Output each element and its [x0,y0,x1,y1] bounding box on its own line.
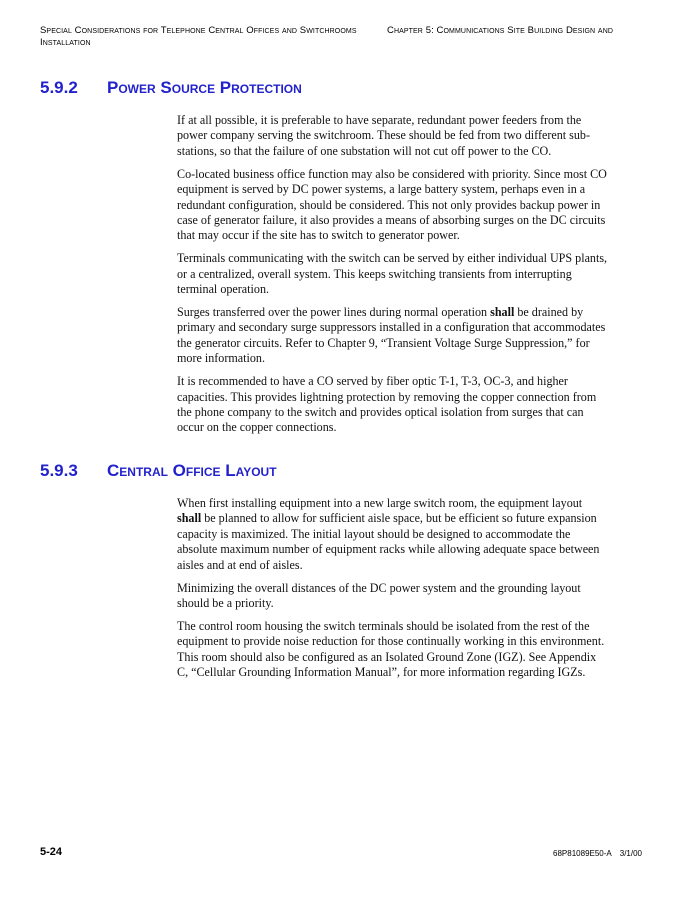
section-number: 5.9.2 [40,78,78,97]
document-date: 3/1/00 [619,849,642,858]
paragraph: Surges transferred over the power lines during normal operation shall be drained by primary and secondary surge suppressors installed in a configuration that accommodates the generator circuits. Refer to Chapter 9, “Transient Voltage Surge Suppression,” for more information. [177,304,606,366]
footer-doc-info [553,849,642,858]
running-header-right: Chapter 5: Communications Site Building Design and [387,25,614,36]
paragraph: It is recommended to have a CO served by fiber optic T-1, T-3, OC-3, and higher capacities. This provides lightning protection by removing the copper connection from the phone company to the switch and provides optical isolation from surges that can occur on the copper connections. [177,374,597,435]
emphasis-shall: shall [490,304,515,319]
section-body-5-9-2 [177,113,609,443]
paragraph: Terminals communicating with the switch can be served by either individual UPS plants, or a centralized, overall system. This keeps switching transients from interrupting terminal operation. [177,251,608,297]
paragraph: The control room housing the switch terminals should be isolated from the rest of the equipment to provide noise reduction for those continually working in this environment. This room should also be configured as an Isolated Ground Zone (IGZ). See Appendix C, “Cellular Grounding Information Manual”, for more information regarding IGZs. [177,618,605,680]
paragraph: If at all possible, it is preferable to have separate, redundant power feeders from the power company serving the switchroom. These should be fed from two different sub-stations, so that the failure of one substation will not cut off power to the CO. [177,113,590,158]
paragraph: Co-located business office function may also be considered with priority. Since most CO equipment is served by DC power systems, a large battery system, perhaps even in a redundant configuration, should be considered. This not only provides backup power in case of generator failure, it also provides a means of absorbing surges on the DC circuits that may occur if the site has to switch to generator power. [177,166,607,243]
paragraph: Minimizing the overall distances of the DC power system and the grounding layout should be a priority. [177,580,581,610]
running-header-left: Special Considerations for Telephone Central Offices and Switchrooms Installation [40,25,357,48]
page-number: 5-24 [40,846,63,858]
section-number: 5.9.3 [40,461,78,480]
section-title: Central Office Layout [107,461,277,480]
paragraph: When first installing equipment into a new large switch room, the equipment layout shall be planned to allow for sufficient aisle space, but be efficient so future expansion capacity is maximized. The initial layout should be designed to accommodate the absolute maximum number of equipment racks while allowing adequate space between aisles and at end of aisles. [177,496,600,572]
emphasis-shall: shall [177,511,202,526]
section-title: Power Source Protection [107,78,302,97]
document-number: 68P81089E50-A [553,849,612,858]
section-heading-5-9-3 [40,461,277,481]
section-heading-5-9-2 [40,78,302,98]
section-body-5-9-3 [177,496,609,688]
